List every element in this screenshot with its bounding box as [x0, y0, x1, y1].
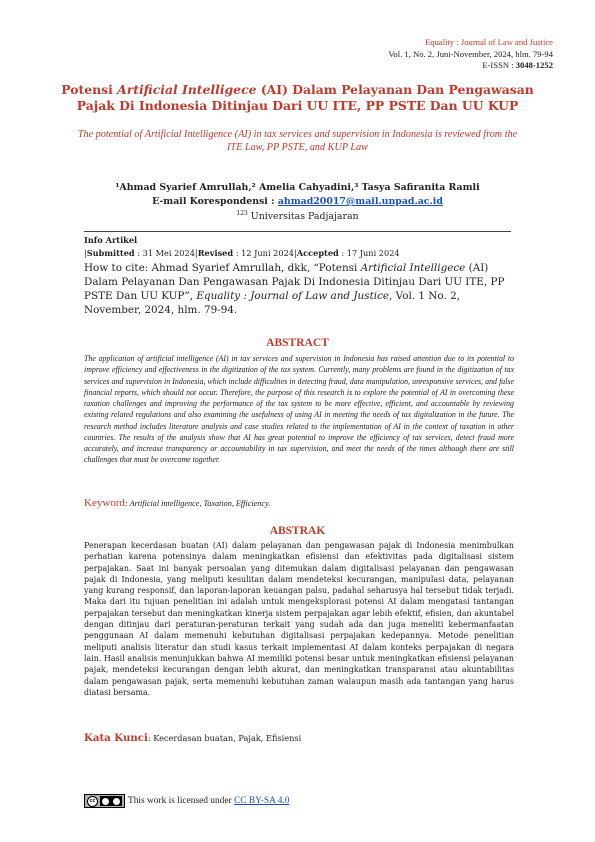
citation: How to cite: Ahmad Syarief Amrullah, dkk, “Potensi Artificial Intelligece (AI) Dalam Pelayanan Dan Pengawasan Pajak Di Indonesia Ditinjau Dari UU ITE, PP PSTE Dan UU KUP”, Equality : Journal of Law and Justice, Vol. 1 No. 2, November, 2024, hlm. 79-94. [84, 262, 505, 316]
author-list: ¹Ahmad Syarief Amrullah,² Amelia Cahyadini,³ Tasya Safiranita Ramli [115, 182, 480, 193]
article-info-label: Info Artikel [84, 235, 138, 245]
paper-title: Potensi Artificial Intelligece (AI) Dalam Pelayanan Dan Pengawasan Pajak Di Indonesia Ditinjau Dari UU ITE, PP PSTE Dan UU KUP [61, 82, 534, 113]
abstrak-heading: ABSTRAK [269, 525, 326, 537]
license-line [84, 794, 380, 808]
abstract-keywords: Keyword: Artificial intelligence, Taxation, Efficiency. [84, 497, 271, 509]
issn-line: E-ISSN : 3048-1252 [482, 60, 553, 70]
abstrak-keywords: Kata Kunci: Kecerdasan buatan, Pajak, Efisiensi [84, 732, 302, 744]
license-link[interactable]: CC BY-SA 4.0 [233, 796, 290, 806]
license-text: This work is licensed under [128, 796, 232, 806]
abstract-text: The application of artificial intelligence (AI) in tax services and supervision in Indonesia has raised attention due to its potential to improve efficiency and effectiveness in the digitization of the tax system. Currently, many problems are found in the digitization of tax services and supervision in Indonesia, which include difficulties in detecting fraud, data manipulation, unresponsive services, and false financial reports, which should not occur. Therefore, the purpose of this research is to explore the potential of AI in overcoming these taxation challenges and improving the performance of the tax system to be more effective, efficient, and accountable by reviewing existing related regulations and also examining the usefulness of using AI in meeting the needs of tax digitalization in the future. The research method includes literature analysis and case studies related to the implementation of AI in the context of taxation in other countries. The results of the analysis show that AI has great potential to improve the efficiency of tax services, detect fraud more accurately, and increase transparency or accountability in tax supervision, and meet the needs of the times although there are still challenges that must be overcome together. [84, 354, 514, 465]
cc-logo-icon: cc [87, 796, 98, 807]
divider [84, 231, 511, 232]
paper-subtitle: The potential of Artificial Intelligence (AI) in tax services and supervision in Indonesia is reviewed from the ITE Law, PP PSTE, and KUP Law [77, 129, 518, 153]
affiliation: $^{123}$ Universitas Padjajaran [236, 210, 359, 223]
issn-number: 3048-1252 [515, 60, 553, 70]
email-link[interactable]: ahmad20017@mail.unpad.ac.id [277, 196, 443, 207]
abstrak-text: Penerapan kecerdasan buatan (AI) dalam pelayanan dan pengawasan pajak di Indonesia menimbulkan perhatian karena potensinya dalam meningkatkan efisiensi dan efektivitas pada digitalisasi sistem perpajakan. Saat ini banyak persoalan yang ditemukan dalam digitalisasi pelayanan dan pengawasan pajak di Indonesia, yang meliputi kesulitan dalam mendeteksi kecurangan, manipulasi data, pelayanan yang kurang responsif, dan laporan-laporan keuangan palsu, padahal seharusya hal tersebut tidak terjadi. Maka dari itu tujuan penelitian ini adalah untuk mengeksplorasi potensi AI dalam mengatasi tantangan perpajakan tersebut dan meningkatkan kinerja sistem perpajakan agar lebih efektif, efisien, dan akuntabel dengan ditinjau dari peraturan-peraturan terkait yang sudah ada dan juga meneliti kebermanfaatan penggunaan AI dalam memenuhi kebutuhan digitalisasi perpajakan kedepannya. Metode penelitian meliputi analisis literatur dan studi kasus terkait implementasi AI dalam konteks perpajakan di negara lain. Hasil analisis menunjukkan bahwa AI memiliki potensi besar untuk meningkatkan efisiensi pelayanan pajak, mendeteksi kecurangan dengan lebih akurat, dan meningkatkan transparansi atau akuntabilitas dalam pengawasan pajak, serta memenuhi kebutuhan zaman walaupun masih ada tantangan yang harus diatasi bersama. [84, 541, 514, 697]
journal-name: Equality : Journal of Law and Justice [425, 37, 553, 47]
by-sa-icon [100, 796, 122, 806]
abstract-heading: ABSTRACT [266, 337, 329, 349]
correspondence-email: E-mail Korespondensi : ahmad20017@mail.unpad.ac.id [152, 196, 443, 207]
running-header [388, 37, 553, 72]
article-dates: |Submitted : 31 Mei 2024|Revised : 12 Juni 2024|Accepted : 17 Juni 2024 [84, 248, 400, 258]
cc-by-sa-icon[interactable] [84, 794, 125, 808]
volume-info: Vol. 1, No. 2, Juni-November, 2024, hlm. 79-94 [388, 48, 553, 59]
